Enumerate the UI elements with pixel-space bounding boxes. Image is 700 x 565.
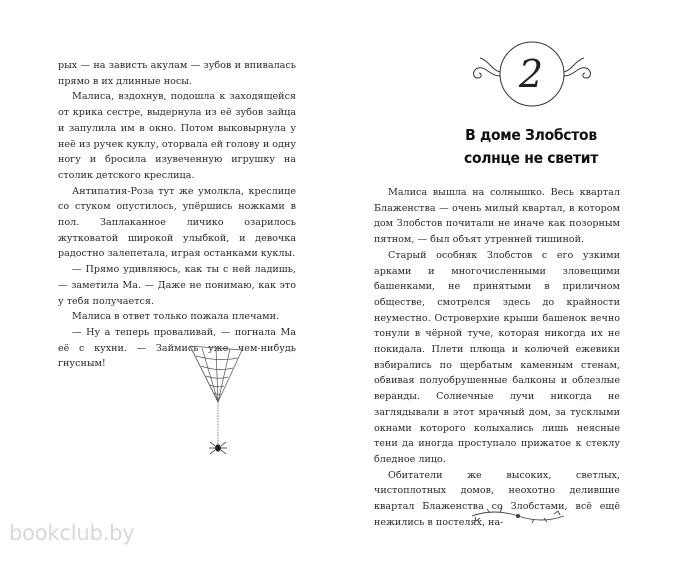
paragraph: Антипатия-Роза тут же умолкла, креслице со стуком опустилось, упёршись ножками в пол. Заплаканное личико озарилось жутковатой широкой улыбкой, и девочка радостно залепетала, играя останками куклы. bbox=[58, 185, 296, 260]
paragraph: — Ну а теперь проваливай, — погнала Ма её с кухни. — Займись уже чем-нибудь гнусным! bbox=[58, 326, 296, 370]
paragraph: рых — на зависть акулам — зубов и впивалась прямо в их длинные носы. bbox=[58, 60, 296, 87]
left-page-text bbox=[58, 58, 296, 372]
chapter-title-line: солнце не светит bbox=[464, 149, 598, 167]
chapter-number: 2 bbox=[518, 52, 544, 96]
spider-web-illustration bbox=[188, 342, 244, 460]
chapter-title-line: В доме Злобстов bbox=[465, 126, 597, 144]
paragraph: Малиса вышла на солнышко. Весь квартал Блаженства — очень милый квартал, в котором дом Злобстов почитали не иначе как позорным пятном, — был объят утренней тишиной. bbox=[374, 187, 620, 246]
right-page-text bbox=[374, 185, 620, 530]
paragraph: Обитатели же высоких, светлых, чистоплотных домов, неохотно делившие квартал Блаженства со Злобстами, всё ещё нежились в постелях, на- bbox=[374, 469, 620, 528]
paragraph: Малиса в ответ только пожала плечами. bbox=[72, 311, 280, 323]
paragraph: Старый особняк Злобстов с его узкими арками и многочисленными зловещими башенками, не принятыми в приличном обществе, смотрелся здесь до крайности неуместно. Островерхие крыши башенок вечно тонули в чёрной туче, которая никогда их не покидала. Плети плюща и колючей ежевики взбирались по щербатым каменным стенам, обвивая полуобрушенные балконы и облезлые веранды. Солнечные лучи никогда не заглядывали в этот мрачный дом, за тусклыми окнами которого колыхались лишь неясные тени да иногда проступало прижатое к стеклу бледное лицо. bbox=[374, 249, 620, 465]
paragraph: — Прямо удивляюсь, как ты с ней ладишь, — заметила Ма. — Даже не понимаю, как это у тебя получается. bbox=[58, 264, 296, 307]
paragraph: Малиса, вздохнув, подошла к заходящейся от крика сестре, выдернула из её зубов зайца и запулила им в окно. Потом выковырнула у неё из ручек куклу, оторвала ей голову и одну ногу и бросила изувеченную игрушку на столик детского креслица. bbox=[58, 91, 296, 181]
watermark: bookclub.by bbox=[9, 521, 135, 545]
chapter-title bbox=[368, 124, 694, 170]
bottom-ornament bbox=[470, 506, 566, 524]
